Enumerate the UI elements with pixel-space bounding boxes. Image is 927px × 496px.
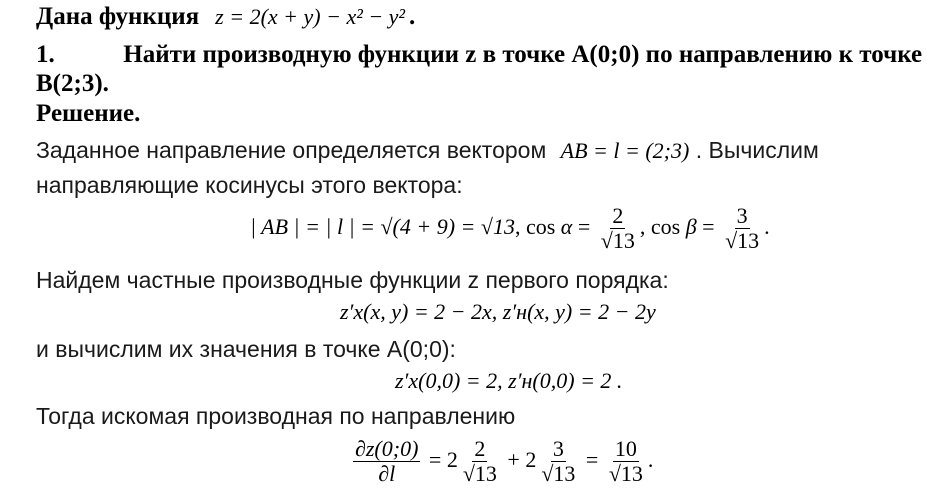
term1-fraction [461, 437, 499, 486]
para4: Тогда искомая производная по направлению [36, 403, 516, 429]
cos-alpha-fraction [599, 204, 637, 253]
solution-label: Решение. [36, 100, 141, 127]
para1-line-1 [36, 136, 819, 165]
equation-partials: z′x(x, y) = 2 − 2x, z′н(x, y) = 2 − 2y [340, 299, 656, 324]
cos-alpha-numerator: 2 [612, 203, 624, 229]
vector-length: | AB | = | l | = √(4 + 9) = √13 [250, 214, 515, 239]
task-text: Найти производную функции z в точке A(0;0) по направлению к точке [123, 41, 923, 68]
term1-coefficient: 2 [446, 447, 458, 472]
task-line-1 [36, 41, 922, 69]
vector-formula: AB = l = (2;3) [560, 138, 690, 163]
header-line [36, 3, 415, 31]
result-fraction [607, 437, 645, 486]
term1-numerator: 2 [474, 436, 486, 462]
equation-directional-derivative: $\frac{\partial z(0;0)}{\partial l}$ = 2 $\frac{2}{√13}$ + 2 $\frac{3}{√13}$ = $\frac{10}{√13}$ . [355, 436, 654, 487]
cos-alpha-denominator: √13 [600, 228, 635, 254]
term2-fraction [539, 437, 577, 486]
task-line-2: B(2;3). [36, 70, 109, 97]
para1-after: . Вычислим [695, 137, 819, 163]
term2-denominator: √13 [541, 461, 576, 487]
equation-cosines: | AB | = | l | = √(4 + 9) = √13, cos α = $\frac{2}{√13}$ , cos β = $\frac{3}{√13}$ . [250, 203, 770, 254]
result-denominator: √13 [608, 461, 643, 487]
equation-values: z′x(0,0) = 2, z′н(0,0) = 2 . [395, 368, 623, 393]
para3: и вычислим их значения в точке A(0;0): [36, 336, 456, 362]
para1-line-2: направляющие косинусы этого вектора: [36, 172, 463, 198]
derivative-numerator: ∂z(0;0) [355, 436, 419, 462]
cos-beta-denominator: √13 [725, 228, 760, 254]
task-number: 1. [36, 41, 55, 68]
term2-coefficient: 2 [525, 447, 537, 472]
function-formula: z = 2(x + y) − x² − y² [215, 4, 406, 29]
given-label: Дана функция [36, 3, 200, 30]
term2-numerator: 3 [552, 436, 564, 462]
derivative-denominator: ∂l [378, 461, 396, 487]
para1-before: Заданное направление определяется вектором [36, 137, 547, 163]
cos-beta-numerator: 3 [736, 203, 748, 229]
cos-beta-fraction [723, 204, 761, 253]
header-period: . [409, 3, 416, 30]
derivative-fraction [353, 437, 420, 486]
para2: Найдем частные производные функции z первого порядка: [36, 267, 669, 293]
term1-denominator: √13 [462, 461, 497, 487]
result-numerator: 10 [614, 436, 637, 462]
